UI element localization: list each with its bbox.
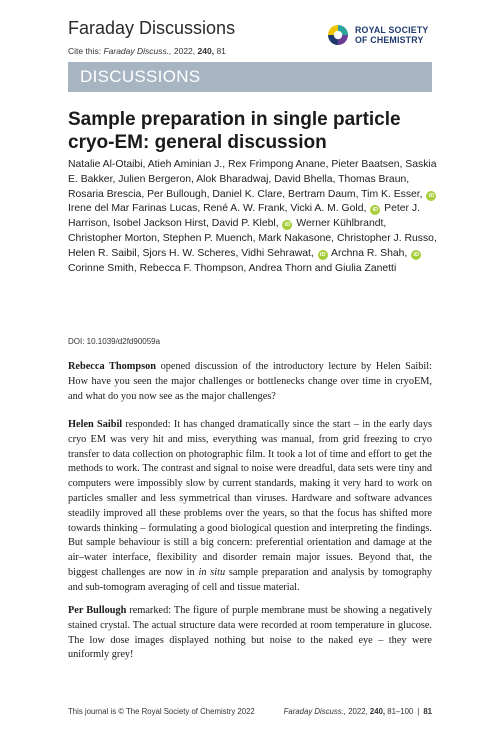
paragraph-text: opened discussion of the introductory lecture by Helen Saibil: How have you seen the major challenges or bottlenecks change over time in cryoEM, and what do you now see as the major challenges? <box>68 361 432 402</box>
cite-year: 2022, <box>173 46 196 56</box>
citation-line <box>68 46 226 56</box>
cite-page: 81 <box>216 46 226 56</box>
cite-journal: Faraday Discuss., <box>103 46 172 56</box>
discussion-paragraph-3 <box>68 604 432 663</box>
speaker-name: Per Bullough <box>68 605 127 616</box>
discussion-paragraph-1 <box>68 360 432 404</box>
paragraph-text-tail: sample preparation and analysis by tomography and sub-tomogram averaging of cell and tissue material. <box>68 566 432 593</box>
authors-part-2: Irene del Mar Farinas Lucas, René A. W. Frank, Vicki A. M. Gold, <box>68 203 367 215</box>
authors-part-1: Natalie Al-Otaibi, Atieh Aminian J., Rex Frimpong Anane, Pieter Baatsen, Saskia E. Bakker, Julien Bergeron, Alok Bharadwaj, David Bhella, Thomas Braun, Rosaria Brescia, Per Bullough, Daniel K. Clare, Bertram Daum, Tim K. Esser, <box>68 159 437 200</box>
author-list <box>68 158 438 276</box>
footer-volume: 240, <box>369 707 386 716</box>
authors-part-4: Werner Kühlbrandt, Christopher Morton, Stephen P. Muench, Mark Nakasone, Christopher J. Russo, Helen R. Saibil, Sjors H. W. Scheres, Vidhi Sehrawat, <box>68 218 437 259</box>
section-label: DISCUSSIONS <box>80 67 201 86</box>
speaker-name: Rebecca Thompson <box>68 361 156 372</box>
footer-pages: 81–100 <box>387 707 414 716</box>
publisher-logo[interactable] <box>327 24 428 46</box>
footer-journal: Faraday Discuss., <box>283 707 347 716</box>
doi-link[interactable]: DOI: 10.1039/d2fd90059a <box>68 337 161 346</box>
orcid-icon[interactable]: iD <box>318 250 328 260</box>
article-title: Sample preparation in single particle cryo-EM: general discussion <box>68 109 401 153</box>
discussion-paragraph-2 <box>68 418 432 596</box>
speaker-name: Helen Saibil <box>68 419 123 430</box>
cite-label: Cite this: <box>68 46 102 56</box>
publisher-emblem-icon <box>327 24 349 46</box>
footer-divider: | <box>417 707 420 716</box>
paragraph-text: responded: It has changed dramatically since the start – in the early days cryo EM was very hit and miss, everything was manual, from grid freezing to cryo transfer to data collection on photographic film. It took a lot of time and effort to get the methods to work. The contrast and signal to noise were dreadful, data sets were tiny and computers were impossibly slow by current standards, making it very hard to work on particles smaller and less symmetrical than viruses. Hardware and software advances steadily improved all these problems over the years, so that the focus has shifted more towards thinking – formulating a good biological question and interpreting the findings. But sample behaviour is still a big concern: preferential orientation and damage at the air–water interface, flexibility and disorder remain major issues. Beyond that, the biggest challenges are now in <box>68 419 432 578</box>
publisher-name-line2: OF CHEMISTRY <box>355 35 424 45</box>
section-banner <box>68 62 432 92</box>
publisher-name-line1: ROYAL SOCIETY <box>355 25 429 35</box>
copyright-notice: This journal is © The Royal Society of Chemistry 2022 <box>68 707 255 716</box>
orcid-icon[interactable]: iD <box>411 250 421 260</box>
footer-year: 2022, <box>348 707 368 716</box>
orcid-icon[interactable]: iD <box>370 205 380 215</box>
page-number: 81 <box>423 707 432 716</box>
authors-part-3: Peter J. Harrison, Isobel Jackson Hirst, David P. Klebl, <box>68 203 420 230</box>
orcid-icon[interactable]: iD <box>426 191 436 201</box>
orcid-icon[interactable]: iD <box>282 220 292 230</box>
cite-volume: 240, <box>197 46 215 56</box>
journal-title: Faraday Discussions <box>68 18 236 38</box>
footer-citation <box>284 707 432 716</box>
authors-part-5: Archna R. Shah, <box>331 247 408 259</box>
paragraph-text: remarked: The figure of purple membrane must be showing a negatively stained crystal. The actual structure data were recorded at room temperature in glucose. The low dose images displayed nothing but noise to the naked eye – they were uniformly grey! <box>68 605 433 661</box>
paragraph-emphasis: in situ <box>198 566 226 578</box>
authors-part-6: Corinne Smith, Rebecca F. Thompson, Andrea Thorn and Giulia Zanetti <box>68 262 397 274</box>
